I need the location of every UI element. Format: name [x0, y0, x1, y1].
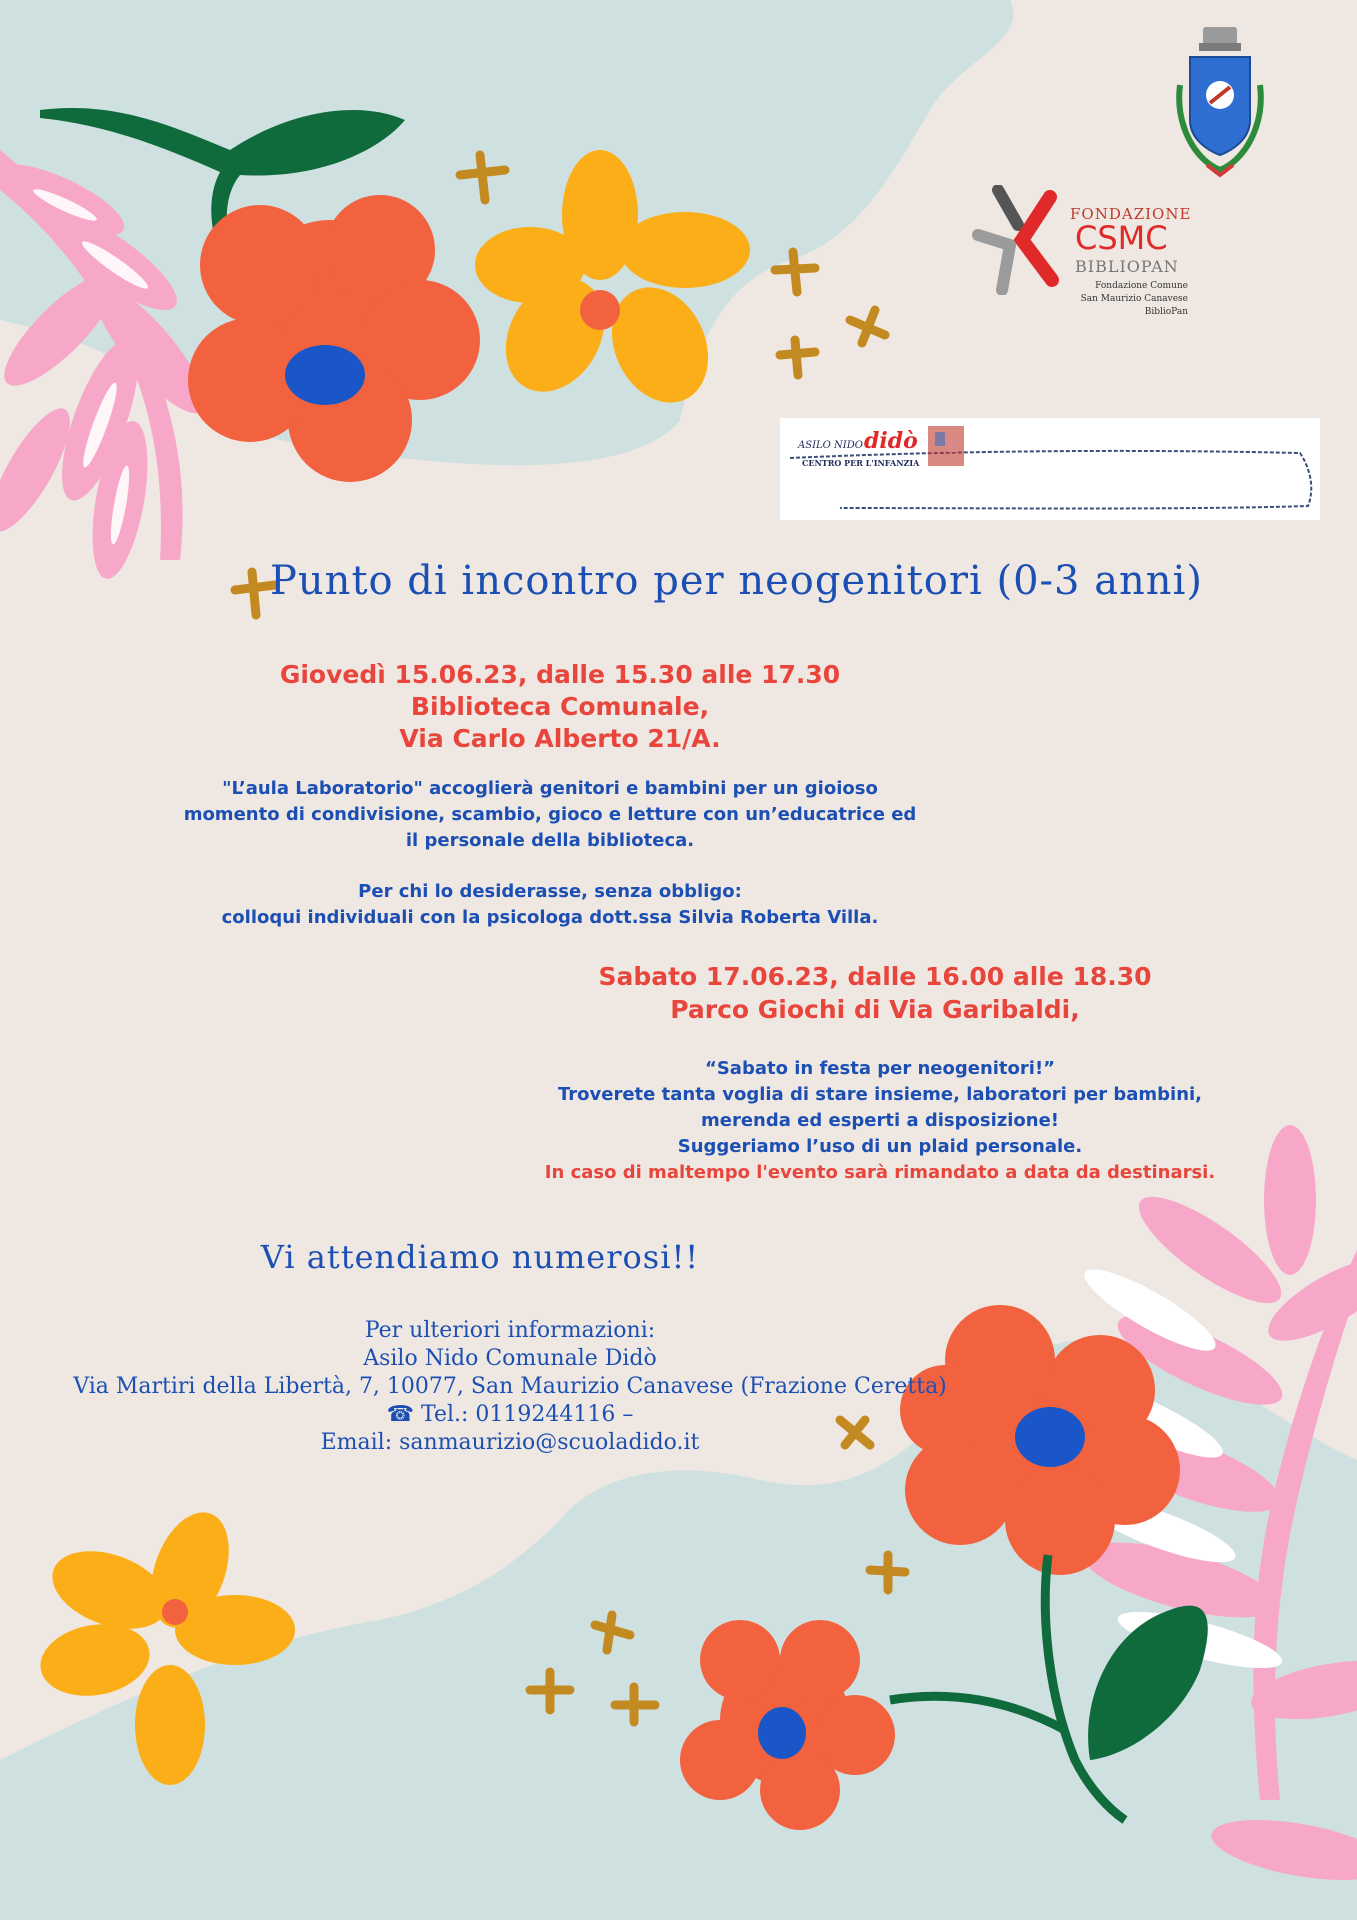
contact-email[interactable]: Email: sanmaurizio@scuoladido.it [320, 1430, 700, 1455]
page-title: Punto di incontro per neogenitori (0-3 anni) [270, 558, 1203, 604]
event2-desc-line2: Troverete tanta voglia di stare insieme, laboratori per bambini, [557, 1084, 1203, 1105]
asilo-nido-dido-logo [780, 418, 1320, 520]
contact-phone: ☎ Tel.: 0119244116 – [386, 1402, 634, 1427]
contact-address: Via Martiri della Libertà, 7, 10077, San Maurizio Canavese (Frazione Ceretta) [73, 1374, 947, 1399]
dido-strip-graphic [780, 418, 1320, 520]
event1-extra-line1: Per chi lo desiderasse, senza obbligo: [358, 881, 742, 902]
fondazione-csmc-logo [970, 185, 1190, 325]
event2-date: Sabato 17.06.23, dalle 16.00 alle 18.30 [598, 962, 1152, 991]
event2-desc-line4: Suggeriamo l’uso di un plaid personale. [677, 1136, 1083, 1157]
contact-name: Asilo Nido Comunale Didò [363, 1346, 657, 1371]
event2-desc-line1: “Sabato in festa per neogenitori!” [705, 1058, 1055, 1079]
event1-desc-line3: il personale della biblioteca. [405, 830, 695, 851]
event1-place: Biblioteca Comunale, [410, 692, 710, 721]
csmc-line3: BIBLIOPAN [1075, 257, 1179, 276]
event1-address: Via Carlo Alberto 21/A. [399, 724, 721, 753]
event2-place: Parco Giochi di Via Garibaldi, [670, 995, 1080, 1024]
event1-date: Giovedì 15.06.23, dalle 15.30 alle 17.30 [279, 660, 841, 689]
csmc-line2: CSMC [1075, 219, 1168, 257]
event2-desc-line3: merenda ed esperti a disposizione! [700, 1110, 1059, 1131]
event1-desc-line2: momento di condivisione, scambio, gioco e letture con un’educatrice ed [183, 804, 917, 825]
csmc-sub2: San Maurizio Canavese [1080, 294, 1188, 304]
csmc-sub1: Fondazione Comune [1095, 281, 1188, 291]
dido-brand: didò [864, 428, 918, 454]
municipal-crest-logo [1165, 25, 1275, 185]
dido-line2: CENTRO PER L'INFANZIA [802, 458, 920, 468]
csmc-line1: FONDAZIONE [1070, 205, 1192, 223]
event1-desc-line1: "L’aula Laboratorio" accoglierà genitori e bambini per un gioioso [222, 778, 878, 799]
event1-extra-line2: colloqui individuali con la psicologa dott.ssa Silvia Roberta Villa. [221, 907, 879, 928]
csmc-sub3: BiblioPan [1144, 307, 1188, 317]
dido-line1: ASILO NIDO [798, 440, 863, 451]
csmc-mark-icon [970, 185, 1060, 295]
event2-warning: In caso di maltempo l'evento sarà rimandato a data da destinarsi. [544, 1162, 1216, 1183]
closing-text: Vi attendiamo numerosi!! [260, 1238, 700, 1276]
contact-heading: Per ulteriori informazioni: [364, 1318, 656, 1343]
